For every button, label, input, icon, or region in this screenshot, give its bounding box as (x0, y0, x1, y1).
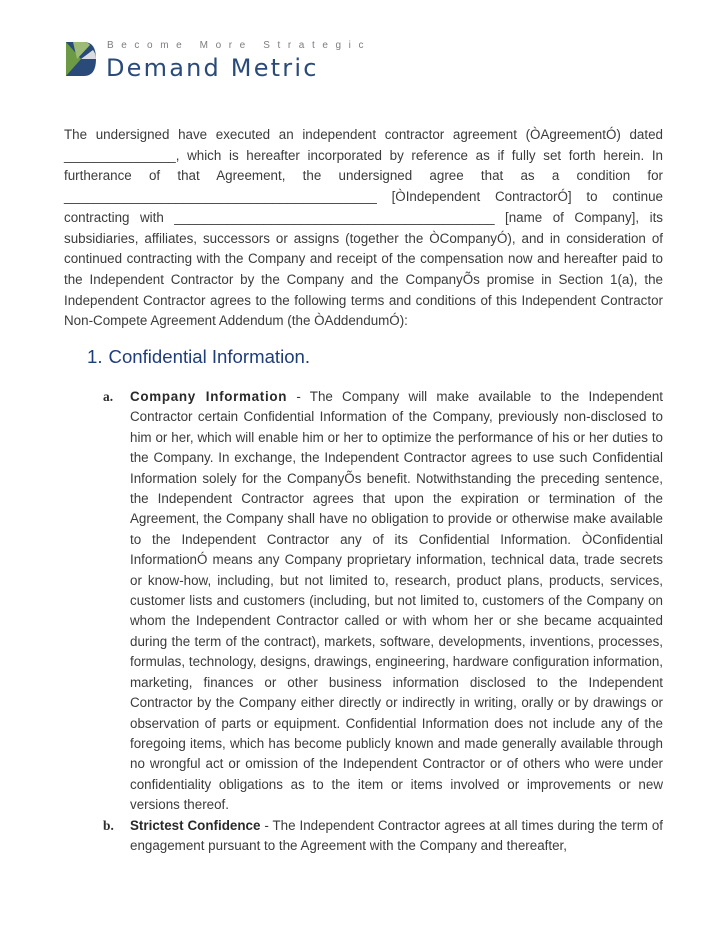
item-description: - The Company will make available to the Independent Contractor certain Confidential Information of the Company, previously non-disclosed to him or her, which will enable him or her to optimize the performance of his or her duties to the Company. In exchange, the Independent Contractor agrees to use such Confidential Information solely for the CompanyÕs benefit. Notwithstanding the preceding sentence, the Independent Contractor agrees that upon the expiration or termination of the Agreement, the Company shall have no obligation to provide or otherwise make available to the Independent Contractor any of its Confidential Information. ÒConfidential InformationÓ means any Company proprietary information, technical data, trade secrets or know-how, including, but not limited to, research, product plans, products, services, customer lists and customers (including, but not limited to, customers of the Company on whom the Independent Contractor called or with whom her or she became acquainted during the term of the contract), markets, software, developments, inventions, processes, formulas, technology, designs, drawings, engineering, hardware configuration information, marketing, finances or other business information disclosed to the Independent Contractor by the Company either directly or indirectly in writing, orally or by drawings or observation of parts or equipment. Confidential Information does not include any of the foregoing items, which has become publicly known and made generally available through no wrongful act or omission of the Independent Contractor or of others who were under confidentiality obligations as to the item or items involved or improvements or new versions thereof. (130, 389, 663, 813)
section-title: Confidential Information. (108, 346, 311, 367)
brand-tagline: Become More Strategic (107, 40, 372, 51)
list-item (103, 816, 663, 857)
brand-header (64, 36, 372, 82)
intro-text: The undersigned have executed an independent contractor agreement (ÒAgreementÓ) dated _______________, which is hereafter incorporated by reference as if fully set forth herein. In furtherance of that Agreement, the undersigned agree that as a condition for __________________________________________ [ÒIndependent ContractorÓ] to continue contracting with ___________________________________________ [name of Company], its subsidiaries, affiliates, successors or assigns (together the ÒCompanyÓ), and in consideration of continued contracting with the Company and receipt of the compensation now and hereafter paid to the Independent Contractor by the Company and the CompanyÕs promise in Section 1(a), the Independent Contractor agrees to the following terms and conditions of this Independent Contractor Non-Compete Agreement Addendum (the ÒAddendumÓ): (64, 127, 663, 329)
section-number: 1. (87, 346, 103, 367)
list-item (103, 387, 663, 816)
intro-paragraph (64, 125, 663, 332)
item-body (130, 816, 663, 857)
item-title: Company Information (130, 389, 288, 404)
item-letter: a. (103, 389, 114, 404)
demand-metric-logo-icon (64, 40, 98, 78)
item-title: Strictest Confidence (130, 817, 261, 833)
section-heading (87, 346, 310, 368)
brand-name: Demand Metric (106, 54, 319, 82)
item-letter: b. (103, 817, 114, 833)
item-description: - The Independent Contractor agrees at all times during the term of engagement pursuant to the Agreement with the Company and thereafter, (130, 817, 664, 853)
section-items (103, 387, 663, 856)
item-body (130, 387, 663, 816)
